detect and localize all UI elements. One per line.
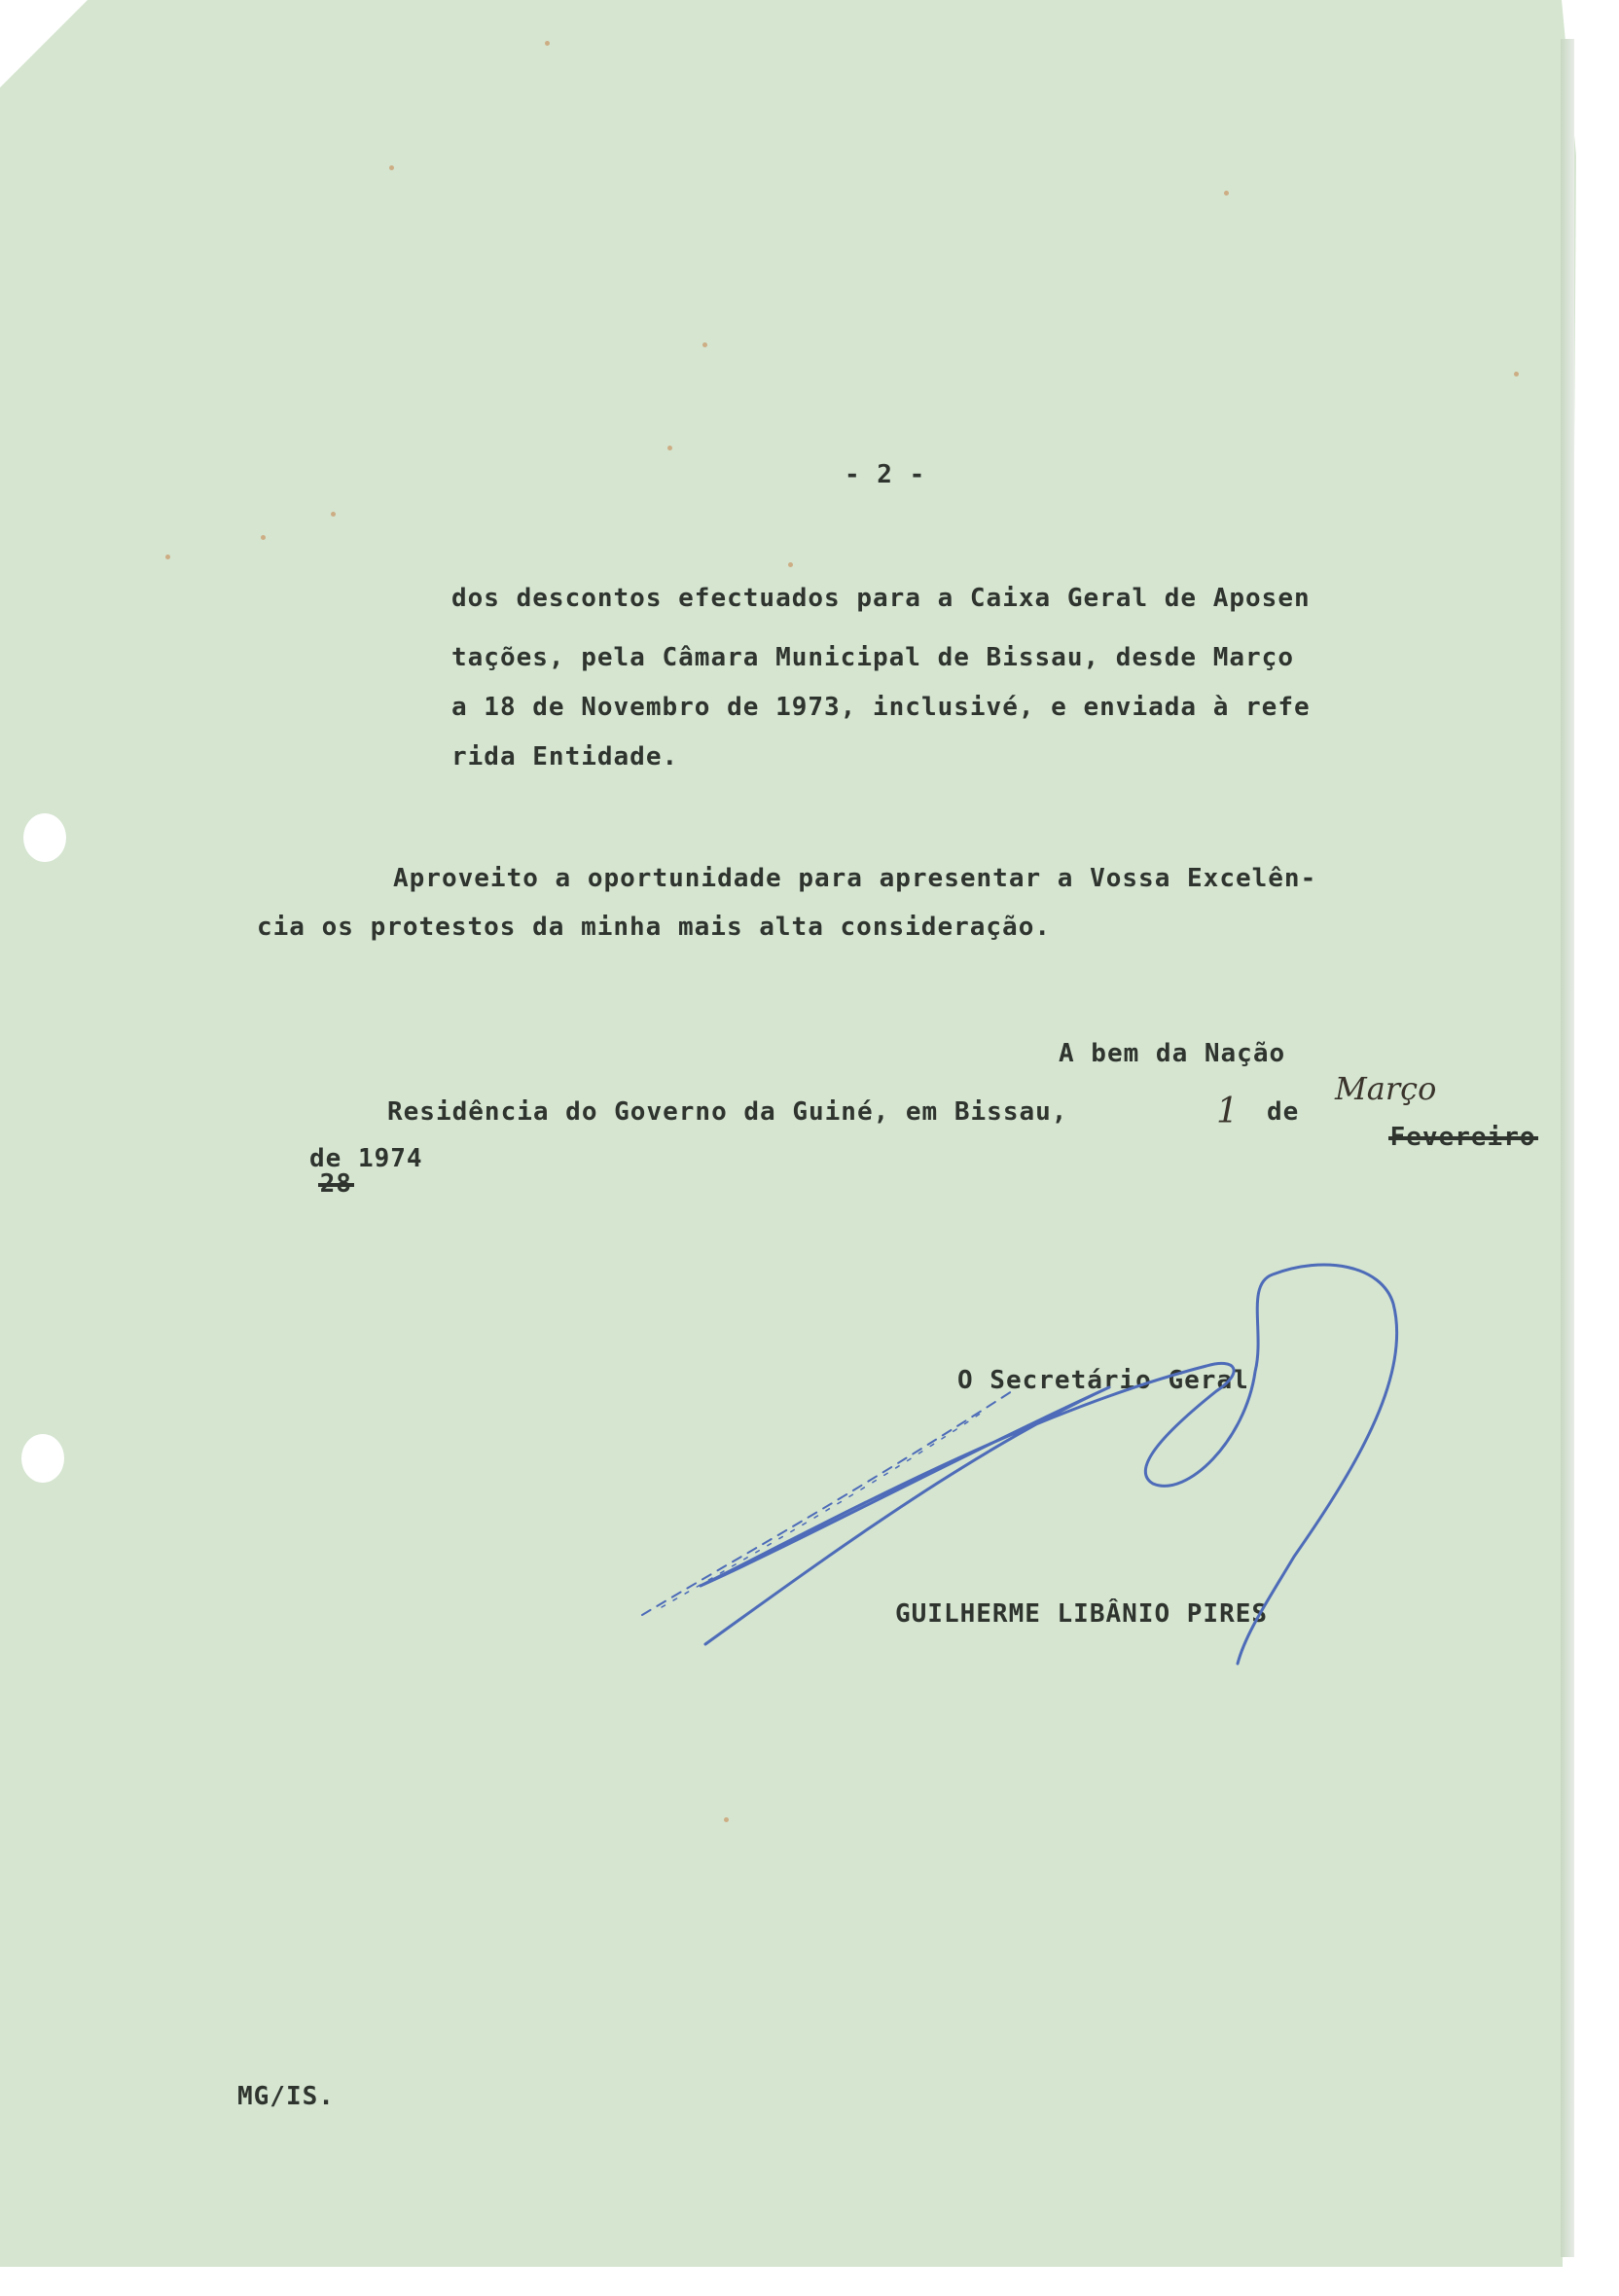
paper-edge-shadow <box>1561 39 1574 2257</box>
handwritten-day: 1 <box>1216 1092 1239 1131</box>
struck-month-text: Fevereiro <box>1389 1123 1536 1152</box>
signature-stroke-dashed <box>642 1391 1012 1615</box>
paper-speck <box>545 41 550 46</box>
punch-hole-top <box>23 813 66 862</box>
paper-speck <box>331 512 336 517</box>
closing-line-1: Aproveito a oportunidade para apresentar a Vossa Excelên- <box>393 864 1317 893</box>
paper-speck <box>1224 191 1229 196</box>
body-line-1: dos descontos efectuados para a Caixa Geral de Aposen <box>451 584 1311 613</box>
reference-initials: MG/IS. <box>237 2082 335 2111</box>
signatory-title: O Secretário Geral <box>957 1366 1249 1395</box>
paper-speck <box>389 165 394 170</box>
paper-speck <box>702 342 707 347</box>
date-year: de 1974 <box>309 1144 423 1173</box>
paper-speck <box>1514 372 1519 377</box>
punch-hole-bottom <box>21 1434 64 1483</box>
struck-day-text: 28 <box>319 1169 352 1199</box>
signature-stroke-main <box>701 1265 1397 1664</box>
date-line-de: de <box>1267 1097 1300 1127</box>
handwritten-month: Março <box>1335 1070 1437 1107</box>
paper-speck <box>724 1817 729 1822</box>
signatory-name: GUILHERME LIBÂNIO PIRES <box>895 1599 1269 1629</box>
paper-speck <box>165 555 170 559</box>
body-line-2: tações, pela Câmara Municipal de Bissau, desde Março <box>451 643 1294 672</box>
date-line-text: Residência do Governo da Guiné, em Bissau, <box>387 1097 1068 1127</box>
paper-speck <box>667 446 672 450</box>
page-number: - 2 - <box>845 460 926 489</box>
struck-month <box>1325 1099 1536 1175</box>
salutation: A bem da Nação <box>1059 1039 1286 1068</box>
body-line-3: a 18 de Novembro de 1973, inclusivé, e enviada à refe <box>451 693 1311 722</box>
handwritten-signature <box>623 1265 1459 1673</box>
paper-speck <box>788 562 793 567</box>
body-line-4: rida Entidade. <box>451 742 679 771</box>
closing-line-2: cia os protestos da minha mais alta consideração. <box>257 913 1052 942</box>
paper-speck <box>261 535 266 540</box>
